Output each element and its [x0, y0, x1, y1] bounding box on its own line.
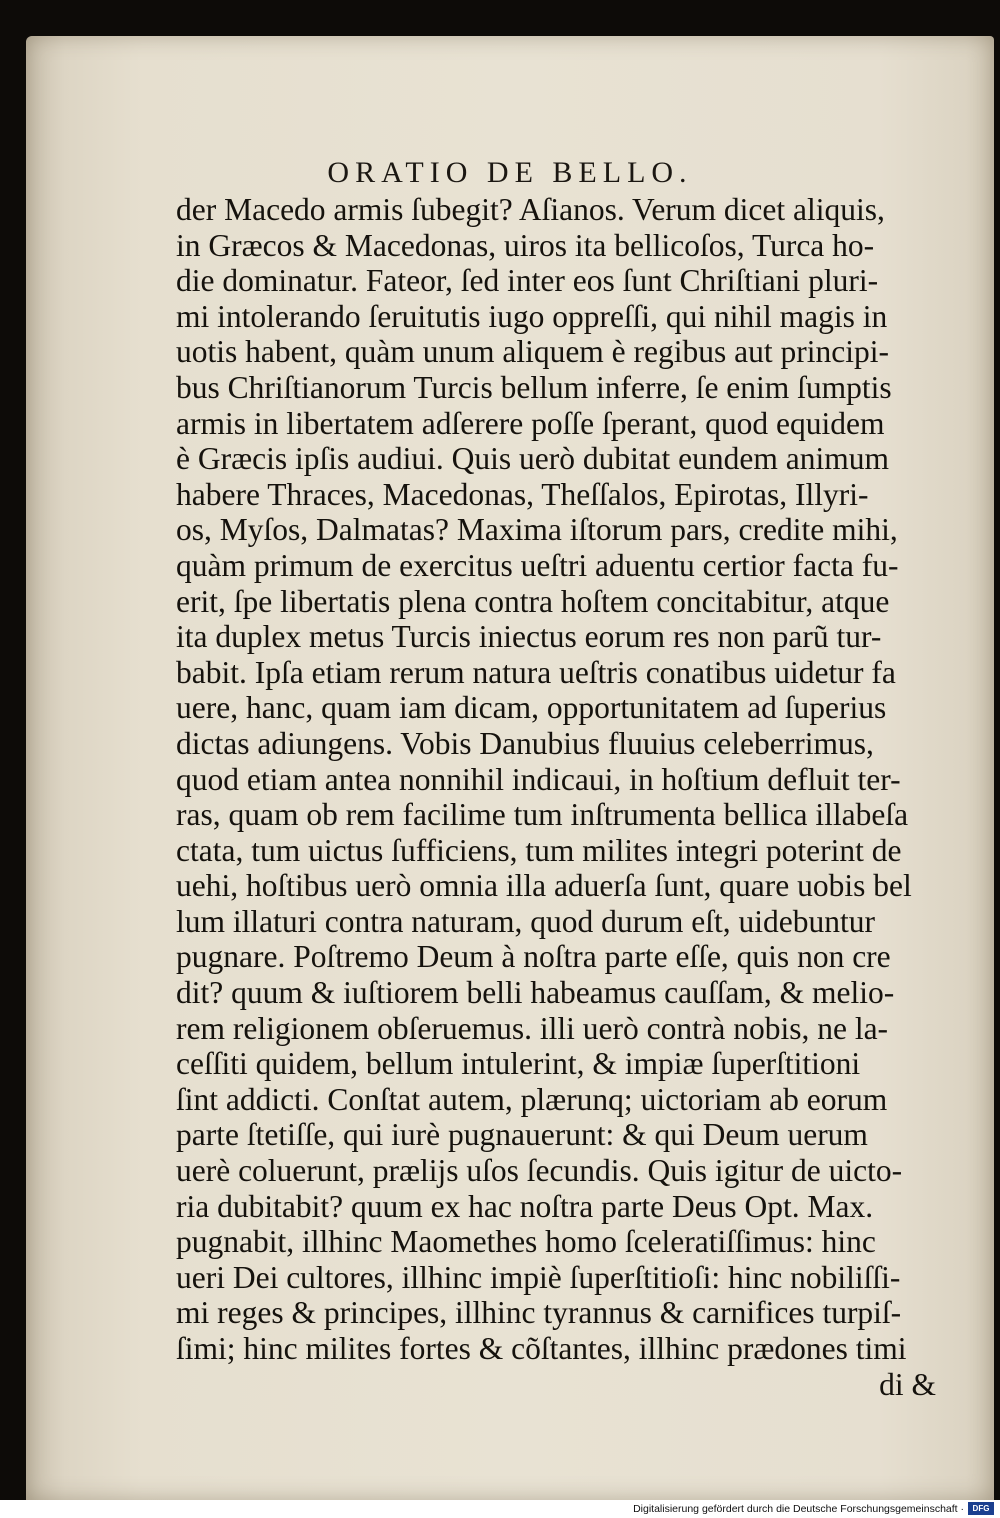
text-line: ita duplex metus Turcis iniectus eorum res non parũ tur- [176, 619, 882, 655]
text-line: die dominatur. Fateor, ſed inter eos ſunt Chriſtiani pluri- [176, 263, 879, 299]
text-line: habere Thraces, Macedonas, Theſſalos, Epirotas, Illyri- [176, 476, 869, 512]
footer-bar [0, 1500, 1000, 1518]
text-lines [176, 192, 936, 1367]
text-line: ſint addicti. Conſtat autem, plærunq; uictoriam ab eorum [176, 1081, 888, 1117]
funding-credit: Digitalisierung gefördert durch die Deutsche Forschungsgemeinschaft · [633, 1503, 964, 1515]
book-page [26, 36, 994, 1500]
text-line: mi reges & principes, illhinc tyrannus & carnifices turpiſ- [176, 1295, 902, 1331]
dfg-logo: DFG [968, 1502, 994, 1515]
text-line: pugnabit, illhinc Maomethes homo ſceleratiſſimus: hinc [176, 1224, 876, 1260]
text-line: quàm primum de exercitus ueſtri aduentu certior facta fu- [176, 547, 899, 583]
text-line: armis in libertatem adſerere poſſe ſperant, quod equidem [176, 405, 885, 441]
text-line: der Macedo armis ſubegit? Aſianos. Verum dicet aliquis, [176, 192, 885, 227]
text-line: bus Chriſtianorum Turcis bellum inferre, ſe enim ſumptis [176, 369, 892, 405]
text-line: mi intolerando ſeruitutis iugo oppreſſi, qui nihil magis in [176, 298, 888, 334]
text-line: ras, quam ob rem facilime tum inſtrumenta bellica illabeſa [176, 797, 909, 833]
text-line: ceſſiti quidem, bellum intulerint, & impiæ ſuperſtitioni [176, 1046, 861, 1082]
text-line: os, Myſos, Dalmatas? Maxima iſtorum pars, credite mihi, [176, 512, 898, 548]
text-line: quod etiam antea nonnihil indicaui, in hoſtium defluit ter- [176, 761, 901, 797]
catchword: di & [879, 1366, 936, 1402]
text-line: erit, ſpe libertatis plena contra hoſtem concitabitur, atque [176, 583, 890, 619]
text-line: uehi, hoſtibus uerò omnia illa aduerſa ſunt, quare uobis bel [176, 868, 912, 904]
text-line: ueri Dei cultores, illhinc impiè ſuperſtitioſi: hinc nobiliſſi- [176, 1259, 901, 1295]
text-line: pugnare. Poſtremo Deum à noſtra parte eſſe, quis non cre [176, 939, 891, 975]
text-line: lum illaturi contra naturam, quod durum eſt, uidebuntur [176, 903, 875, 939]
text-line: in Græcos & Macedonas, uiros ita bellicoſos, Turca ho- [176, 227, 875, 263]
text-line: parte ſtetiſſe, qui iurè pugnauerunt: & qui Deum uerum [176, 1117, 868, 1153]
text-line: dictas adiungens. Vobis Danubius fluuius celeberrimus, [176, 725, 874, 761]
running-head: ORATIO DE BELLO. [327, 156, 693, 189]
body-text [176, 192, 936, 1402]
text-line: è Græcis ipſis audiui. Quis uerò dubitat eundem animum [176, 441, 890, 477]
text-line: ctata, tum uictus ſufficiens, tum milites integri poterint de [176, 832, 902, 868]
text-line: uere, hanc, quam iam dicam, opportunitatem ad ſuperius [176, 690, 887, 726]
text-line: dit? quum & iuſtiorem belli habeamus cauſſam, & melio- [176, 975, 895, 1011]
text-line: uerè coluerunt, prælijs uſos ſecundis. Quis igitur de uicto- [176, 1153, 903, 1189]
text-line: ria dubitabit? quum ex hac noſtra parte Deus Opt. Max. [176, 1188, 874, 1224]
text-line: ſimi; hinc milites fortes & cõſtantes, illhinc prædones timi [176, 1331, 907, 1366]
text-line: rem religionem obſeruemus. illi uerò contrà nobis, ne la- [176, 1010, 889, 1046]
text-line: uotis habent, quàm unum aliquem è regibus aut principi- [176, 334, 889, 370]
text-line: babit. Ipſa etiam rerum natura ueſtris conatibus uidetur fa [176, 654, 896, 690]
